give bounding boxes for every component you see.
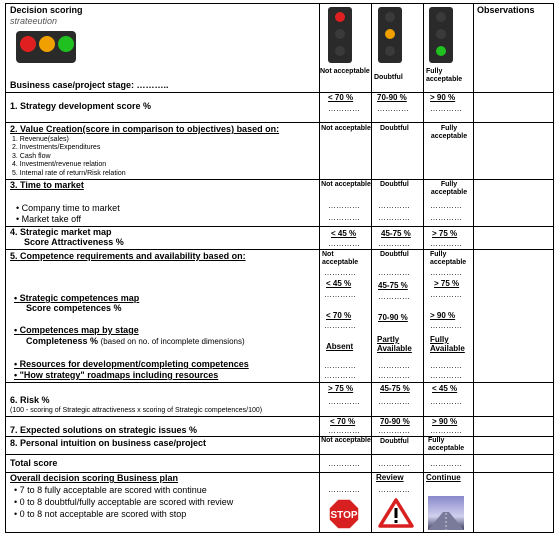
row5-b1-sub: Score competences %	[26, 303, 122, 313]
row2-item4: 4. Investment/revenue relation	[12, 161, 107, 168]
row5-b1-v2: 45-75 %	[378, 281, 408, 290]
row5-d6: …………	[430, 290, 462, 299]
row3-d6: …………	[430, 213, 462, 222]
row5-b2-v2: 70-90 %	[378, 313, 408, 322]
overall-item2: • 0 to 8 doubtful/fully acceptable are scored with review	[14, 497, 234, 507]
col-doubtful: Doubtful	[374, 74, 403, 81]
row1-d2: …………	[377, 104, 409, 113]
row8-c2: Doubtful	[380, 438, 409, 445]
row7-d3: …………	[430, 426, 462, 435]
row5-b2-v3: > 90 %	[430, 311, 456, 320]
row5-c1: Not acceptable	[322, 251, 359, 266]
row7-v2: 70-90 %	[380, 417, 410, 426]
row5-label: 5. Competence requirements and availability based on:	[10, 251, 246, 261]
row4-d2: …………	[378, 239, 410, 248]
row7-d1: …………	[328, 426, 360, 435]
row3-d5: …………	[378, 213, 410, 222]
row4-v3: > 75 %	[432, 229, 458, 238]
red-light-icon	[328, 7, 352, 63]
amber-light-icon	[378, 7, 402, 63]
row3-label: 3. Time to market	[10, 180, 84, 190]
row6-d1: …………	[328, 397, 360, 406]
row2-item5: 5. Internal rate of return/Risk relation	[12, 170, 126, 177]
row7-label: 7. Expected solutions on strategic issues %	[10, 425, 198, 435]
overall-label: Overall decision scoring Business plan	[10, 473, 179, 483]
total-d1: …………	[328, 459, 360, 468]
row2-item2: 2. Investments/Expenditures	[12, 144, 101, 151]
row3-c2: Doubtful	[380, 181, 409, 188]
row5-b2-sub: Completeness % (based on no. of incomplete dimensions)	[26, 336, 245, 346]
row7-d2: …………	[378, 426, 410, 435]
row2-item1: 1. Revenue(sales)	[12, 136, 69, 143]
row5-b2-w3: Fully Available	[430, 335, 465, 353]
total-label: Total score	[10, 458, 58, 468]
row5-d1: …………	[324, 268, 356, 277]
row2-c3: Fully acceptable	[430, 125, 468, 140]
row5-d4: …………	[324, 290, 356, 299]
green-light-icon	[429, 7, 453, 63]
row5-b2: • Competences map by stage	[14, 325, 139, 335]
traffic-light-icon	[16, 31, 76, 63]
road-icon	[428, 496, 464, 530]
warning-sign-icon	[378, 498, 414, 528]
total-d3: …………	[430, 459, 462, 468]
row5-c2: Doubtful	[380, 251, 409, 258]
col-fully-acceptable: Fully acceptable	[426, 68, 463, 83]
stop-sign-icon	[328, 498, 360, 530]
overall-item1: • 7 to 8 fully acceptable are scored with continue	[14, 485, 207, 495]
row5-b1-v1: < 45 %	[326, 279, 352, 288]
row2-item3: 3. Cash flow	[12, 153, 51, 160]
row2-c1: Not acceptable	[321, 125, 371, 132]
overall-item3: • 0 to 8 not acceptable are scored with stop	[14, 509, 187, 519]
brand-logo: strateeution	[10, 16, 58, 26]
row5-b2-w1: Absent	[326, 342, 354, 351]
row4-v1: < 45 %	[331, 229, 357, 238]
row8-c3: Fully acceptable	[428, 437, 465, 452]
row4-v2: 45-75 %	[381, 229, 411, 238]
row1-label: 1. Strategy development score %	[10, 101, 152, 111]
overall-continue: Continue	[426, 473, 461, 482]
row4-label: 4. Strategic market map	[10, 227, 112, 237]
row5-d5: …………	[378, 292, 410, 301]
row3-bullet1: • Company time to market	[16, 203, 120, 213]
row3-d4: …………	[328, 213, 360, 222]
overall-d2: …………	[378, 485, 410, 494]
row5-b2-v1: < 70 %	[326, 311, 352, 320]
row5-d12: …………	[324, 371, 356, 380]
row1-v3: > 90 %	[430, 93, 456, 102]
row5-b3: • Resources for development/completing competences	[14, 359, 249, 369]
row3-d1: …………	[328, 201, 360, 210]
row6-d2: …………	[378, 397, 410, 406]
row2-label: 2. Value Creation(score in comparison to objectives) based on:	[10, 124, 280, 134]
row3-bullet2: • Market take off	[16, 214, 82, 224]
stage-label: Business case/project stage: ………..	[10, 80, 169, 90]
row5-b1: • Strategic competences map	[14, 293, 140, 303]
row3-d2: …………	[378, 201, 410, 210]
overall-review: Review	[376, 473, 404, 482]
row5-d2: …………	[378, 268, 410, 277]
row5-d3: …………	[430, 268, 462, 277]
row7-v1: < 70 %	[330, 417, 356, 426]
row6-note: (100 - scoring of Strategic attractiveness x scoring of Strategic competences/100)	[10, 407, 263, 414]
row6-v1: > 75 %	[328, 384, 354, 393]
row6-d3: …………	[430, 397, 462, 406]
row1-d3: …………	[430, 104, 462, 113]
row6-v2: 45-75 %	[380, 384, 410, 393]
row4-d1: …………	[328, 239, 360, 248]
row5-d13: …………	[378, 371, 410, 380]
total-d2: …………	[378, 459, 410, 468]
row1-v2: 70-90 %	[377, 93, 407, 102]
overall-d1: …………	[328, 485, 360, 494]
row5-d9: …………	[324, 361, 356, 370]
row6-label: 6. Risk %	[10, 395, 50, 405]
col-not-acceptable: Not acceptable	[320, 68, 370, 75]
row5-d14: …………	[430, 371, 462, 380]
row6-v3: < 45 %	[432, 384, 458, 393]
row1-d1: …………	[328, 104, 360, 113]
row5-d8: …………	[430, 321, 462, 330]
page-title: Decision scoring	[10, 5, 83, 15]
row5-b2-w2: Partly Available	[377, 335, 412, 353]
row1-v1: < 70 %	[328, 93, 354, 102]
row5-d10: …………	[378, 361, 410, 370]
row5-b1-v3: > 75 %	[434, 279, 460, 288]
row8-label: 8. Personal intuition on business case/project	[10, 438, 207, 448]
row7-v3: > 90 %	[432, 417, 458, 426]
row4-d3: …………	[430, 239, 462, 248]
svg-text:STOP: STOP	[330, 510, 358, 521]
row8-c1: Not acceptable	[321, 437, 371, 444]
row5-d11: …………	[430, 361, 462, 370]
row2-c2: Doubtful	[380, 125, 409, 132]
decision-scoring-table	[5, 3, 554, 533]
row3-d3: …………	[430, 201, 462, 210]
row3-c3: Fully acceptable	[430, 181, 468, 196]
row5-b4: • "How strategy" roadmaps including resources	[14, 370, 219, 380]
row4-sub: Score Attractiveness %	[24, 237, 124, 247]
row3-c1: Not acceptable	[321, 181, 371, 188]
row5-d7: …………	[324, 321, 356, 330]
row5-c3: Fully acceptable	[430, 251, 467, 266]
observations-header: Observations	[477, 5, 535, 15]
